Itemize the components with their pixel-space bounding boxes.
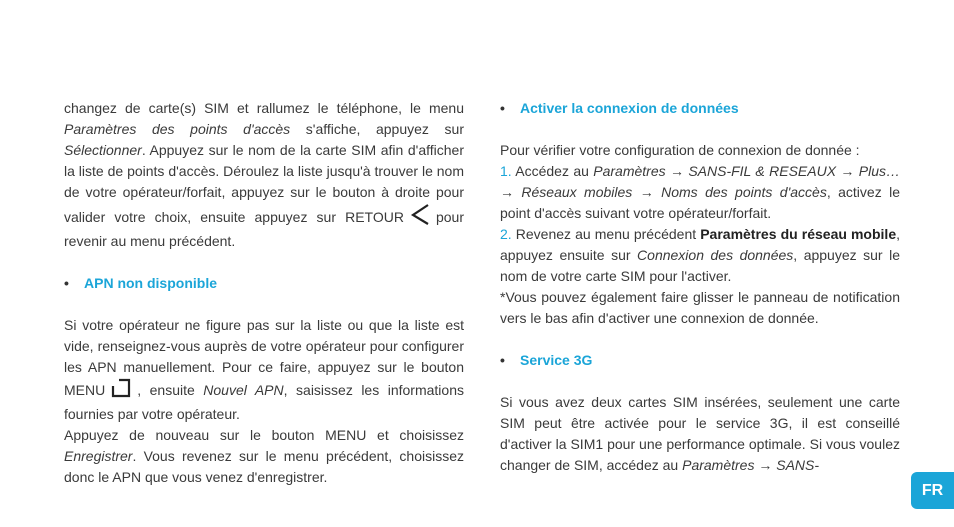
step-2: 2. Revenez au menu précédent Paramètres du réseau mobile, appuyez ensuite sur Connexion des données, appuyez sur le nom de votre carte SIM pour l'activer. <box>500 226 900 284</box>
step-1: 1. Accédez au Paramètres → SANS-FIL & RESEAUX → Plus… → Réseaux mobiles → Noms des points d'accès, activez le point d'accès suivant votre opérateur/forfait. <box>500 163 901 221</box>
paragraph-save: Appuyez de nouveau sur le bouton MENU et choisissez Enregistrer. Vous revenez sur le menu précédent, choisissez donc le APN que vous venez d'enregistrer. <box>64 427 464 485</box>
menu-icon <box>111 378 131 404</box>
heading-apn: • APN non disponible <box>64 275 217 291</box>
paragraph-intro: Pour vérifier votre configuration de connexion de donnée : <box>500 142 860 158</box>
note: *Vous pouvez également faire glisser le panneau de notification vers le bas afin d'activer une connexion de donnée. <box>500 289 900 326</box>
back-icon <box>410 203 430 231</box>
paragraph-3g: Si vous avez deux cartes SIM insérées, seulement une carte SIM peut être activée pour le service 3G, il est conseillé d'activer la SIM1 pour une performance optimale. Si vous voulez changer de SIM, accédez au Paramètres → SANS- <box>500 394 900 473</box>
heading-data-connection: • Activer la connexion de données <box>500 100 739 116</box>
heading-3g: • Service 3G <box>500 352 593 368</box>
paragraph-apn: Si votre opérateur ne figure pas sur la liste ou que la liste est vide, renseignez-vous auprès de votre opérateur pour configurer les APN manuellement. Pour ce faire, appuyez sur le bouton MENU , ensuite Nouvel APN, saisissez les informations fournies par votre opérateur. <box>64 317 464 422</box>
paragraph-sim-selection: changez de carte(s) SIM et rallumez le téléphone, le menu Paramètres des points d'accès s'affiche, appuyez sur Sélectionner. Appuyez sur le nom de la carte SIM afin d'afficher la liste de points d'accès. Déroulez la liste jusqu'à trouver le nom de votre opérateur/forfait, appuyez sur le bouton à droite pour valider votre choix, ensuite appuyez sur RETOUR pour revenir au menu précédent. <box>64 100 464 249</box>
right-column <box>500 98 900 476</box>
points-acces-link: Paramètres des points d'accès <box>64 121 291 137</box>
language-badge: FR <box>911 472 954 509</box>
left-column <box>64 98 464 488</box>
